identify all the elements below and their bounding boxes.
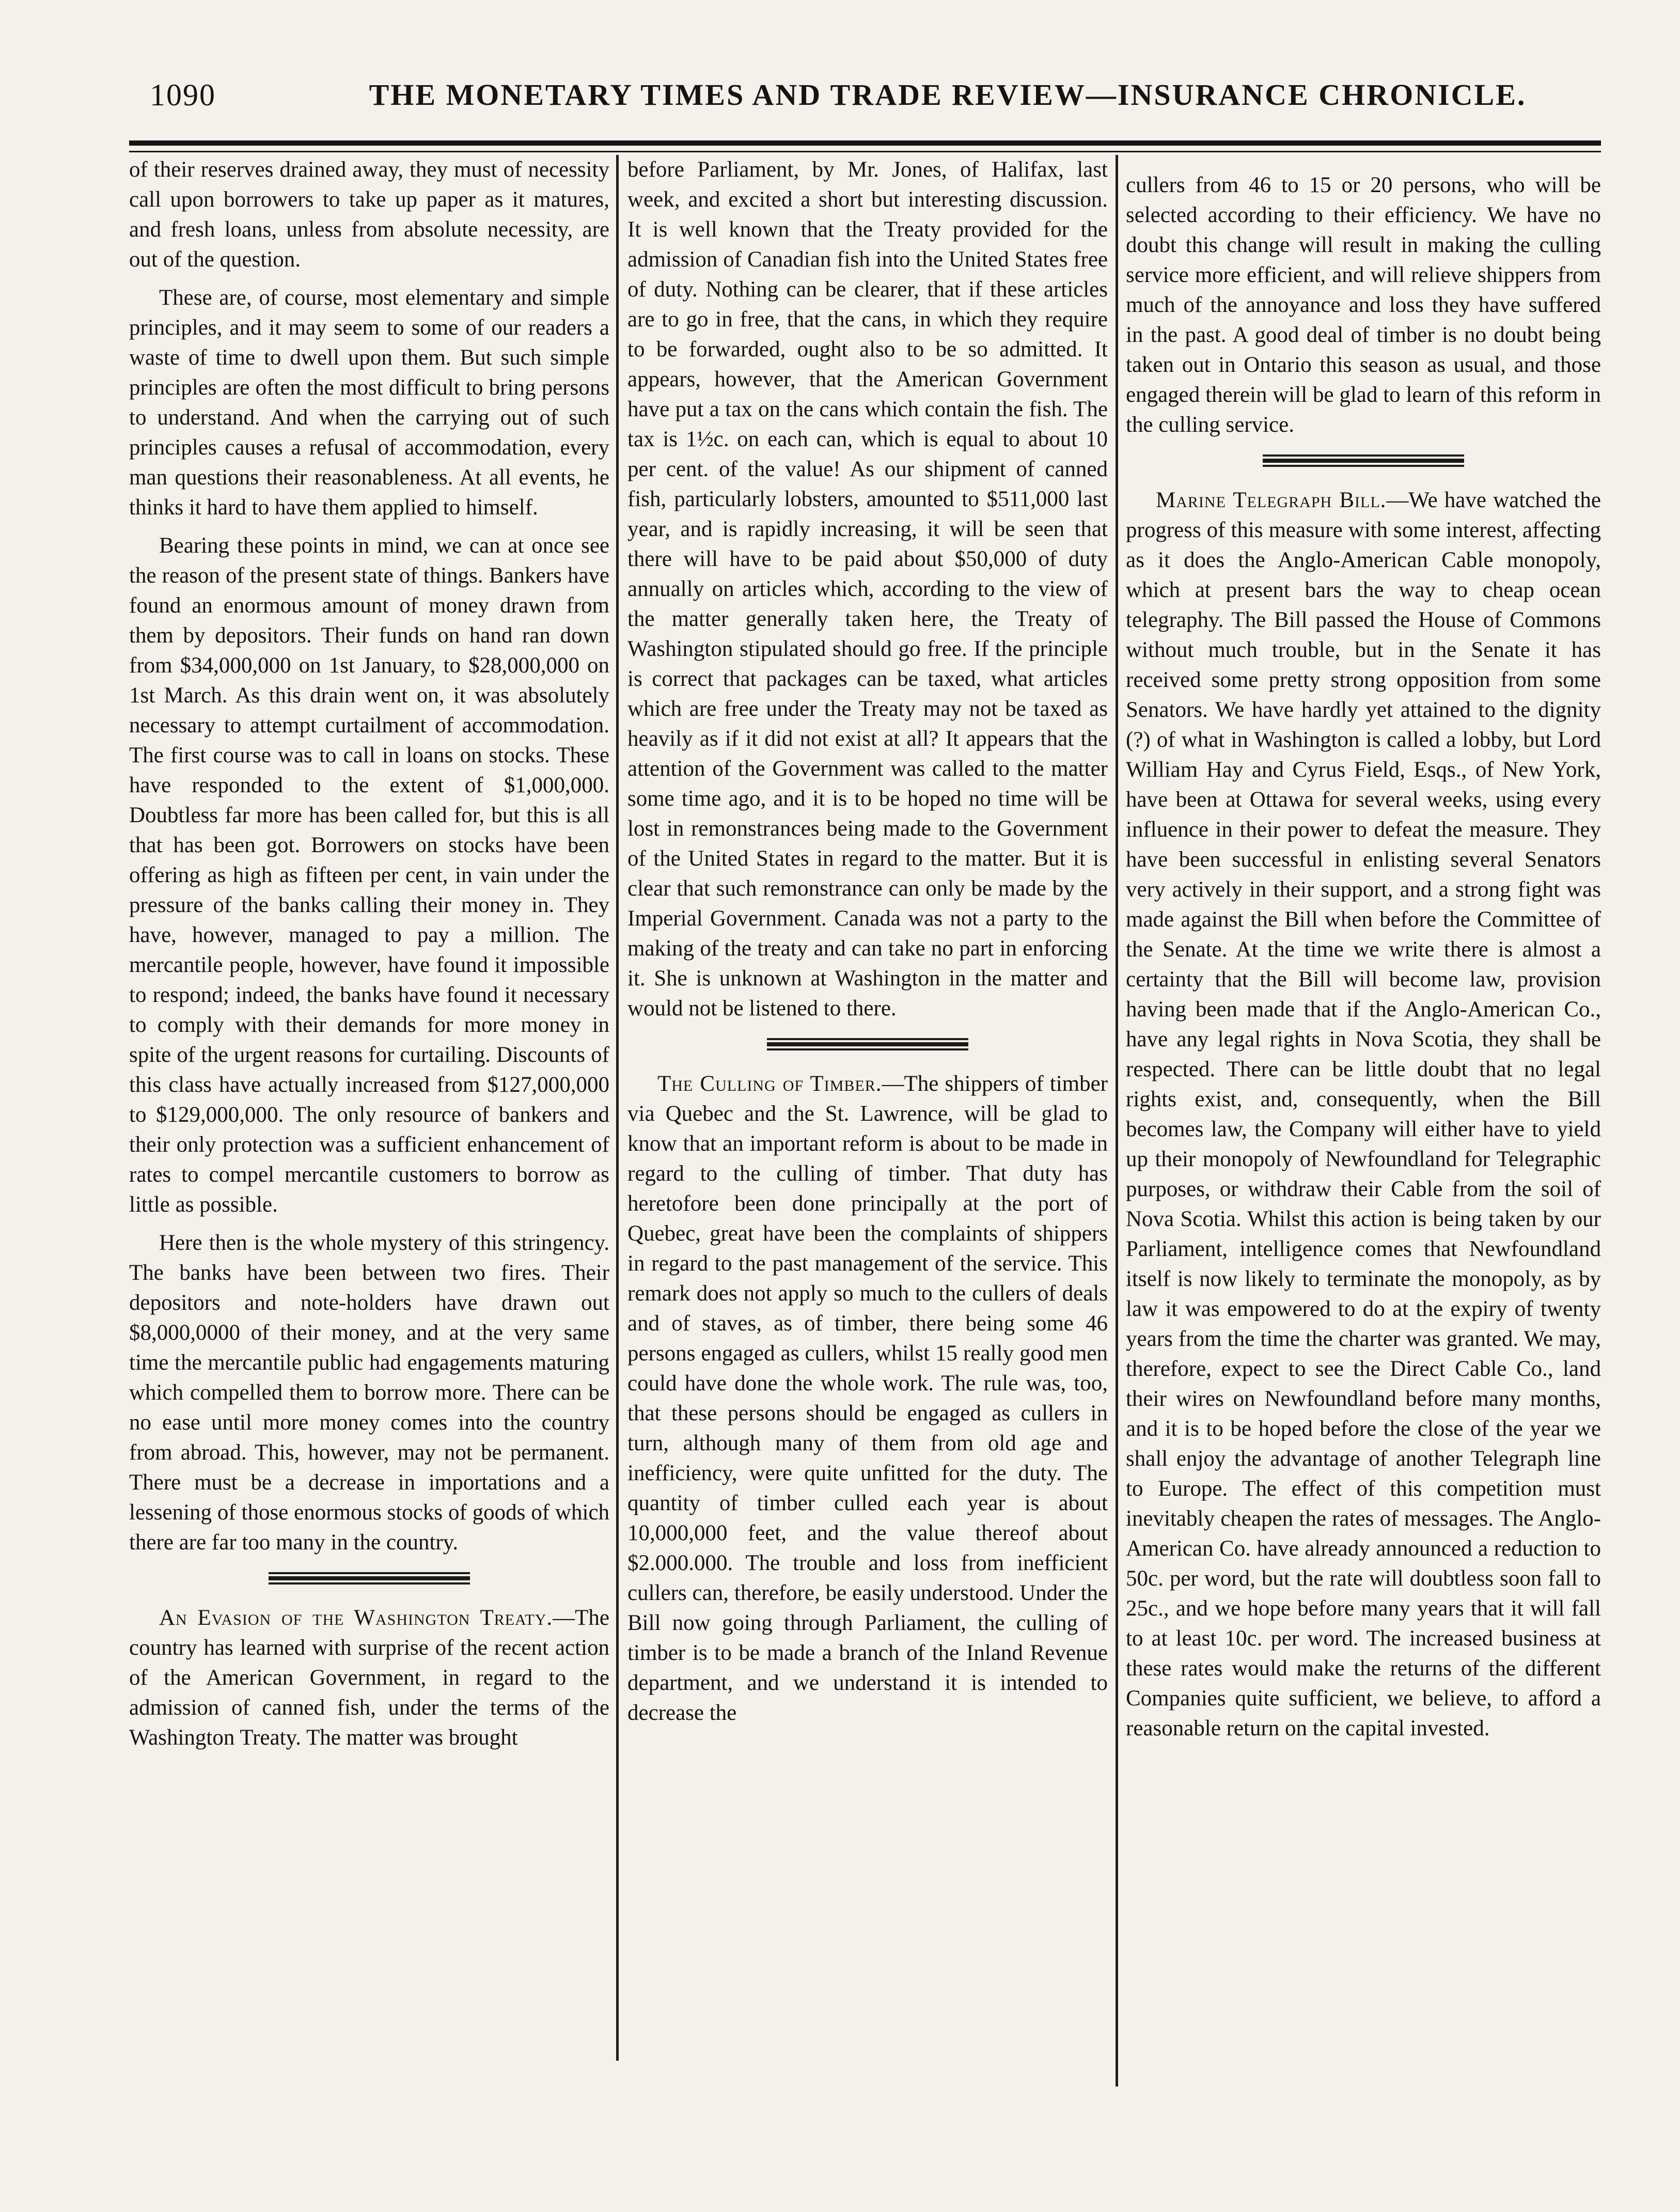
article-heading: An Evasion of the Washington Treaty. bbox=[159, 1606, 553, 1630]
paragraph: before Parliament, by Mr. Jones, of Halifax, last week, and excited a short but interesting discussion. It is well known that the Treaty provided for the admission of Canadian fish into the United States free of duty. Nothing can be clearer, that if these articles are to go in free, that the cans, in which they require to be forwarded, ought also to be so admitted. It appears, however, that the American Government have put a tax on the cans which contain the fish. The tax is 1½c. on each can, which is equal to about 10 per cent. of the value! As our shipment of canned fish, particularly lobsters, amounted to $511,000 last year, and is rapidly increasing, it will be seen that there will have to be paid about $50,000 of duty annually on articles which, according to the view of the matter generally taken here, the Treaty of Washington stipulated should go free. If the principle is correct that packages can be taxed, what articles which are free under the Treaty may not be taxed as heavily as if it did not exist at all? It appears that the attention of the Government was called to the matter some time ago, and it is to be hoped no time will be lost in remonstrances being made to the Government of the United States in regard to the matter. But it is clear that such remonstrance can only be made by the Imperial Government. Canada was not a party to the making of the treaty and can take no part in enforcing it. She is unknown at Washington in the matter and would not be listened to there. bbox=[627, 158, 1108, 1021]
article-heading: Marine Telegraph Bill. bbox=[1156, 488, 1387, 512]
section-divider bbox=[1263, 454, 1464, 467]
article-body: —The country has learned with surprise of the recent action of the American Government, in regard to the admission of canned fish, under the terms of the Washington Treaty. The matter was brought bbox=[129, 1606, 609, 1750]
running-title: THE MONETARY TIMES AND TRADE REVIEW—INSURANCE CHRONICLE. bbox=[369, 78, 1527, 112]
article-body: —The shippers of timber via Quebec and the St. Lawrence, will be glad to know that an important reform is about to be made in regard to the culling of timber. That duty has heretofore been done principally at the port of Quebec, great have been the complaints of shippers in regard to the past management of the service. This remark does not apply so much to the cullers of deals and of staves, as of timber, there being some 46 persons engaged as cullers, whilst 15 really good men could have done the whole work. The rule was, too, that these persons should be engaged as cullers in turn, although many of them from old age and inefficiency, were quite unfitted for the duty. The quantity of timber culled each year is about 10,000,000 feet, and the value thereof about $2.000.000. The trouble and loss from inefficient cullers can, therefore, be easily understood. Under the Bill now going through Parliament, the culling of timber is to be made a branch of the Inland Revenue department, and we understand it is intended to decrease the bbox=[627, 1072, 1108, 1725]
article-body: —We have watched the progress of this measure with some interest, affecting as it does the Anglo-American Cable monopoly, which at present bars the way to cheap ocean telegraphy. The Bill passed the House of Commons without much trouble, but in the Senate it has received some pretty strong opposition from some Senators. We have hardly yet attained to the dignity (?) of what in Washington is called a lobby, but Lord William Hay and Cyrus Field, Esqs., of New York, have been at Ottawa for several weeks, using every influence in their power to defeat the measure. They have been successful in enlisting several Senators very actively in their support, and a strong fight was made against the Bill when before the Committee of the Senate. At the time we write there is almost a certainty that the Bill will become law, provision having been made that if the Anglo-American Co., have any legal rights in Nova Scotia, they shall be respected. There can be little doubt that no legal rights exist, and, consequently, when the Bill becomes law, the Company will either have to yield up their monopoly of Newfoundland for Telegraphic purposes, or withdraw their Cable from the soil of Nova Scotia. Whilst this action is being taken by our Parliament, intelligence comes that Newfoundland itself is now likely to terminate the monopoly, as by law it was empowered to do at the expiry of twenty years from the time the charter was granted. We may, therefore, expect to see the Direct Cable Co., land their wires on Newfoundland before many months, and it is to be hoped before the close of the year we shall enjoy the advantage of another Telegraph line to Europe. The effect of this competition must inevitably cheapen the rates of messages. The Anglo-American Co. have already announced a reduction to 50c. per word, but the rate will doubtless soon fall to 25c., and we hope before many years that it will fall to at least 10c. per word. The increased business at these rates would make the returns of the different Companies quite sufficient, we believe, to afford a reasonable return on the capital invested. bbox=[1126, 488, 1601, 1740]
paragraph: Here then is the whole mystery of this stringency. The banks have been between two fires. Their depositors and note-holders have drawn out $8,000,0000 of their money, and at the very same time the mercantile public had engagements maturing which compelled them to borrow more. There can be no ease until more money comes into the country from abroad. This, however, may not be permanent. There must be a decrease in importations and a lessening of those enormous stocks of goods of which there are far too many in the country. bbox=[129, 1231, 609, 1555]
column-rule bbox=[616, 155, 619, 2061]
section-divider bbox=[269, 1572, 470, 1585]
paragraph: of their reserves drained away, they must of necessity call upon borrowers to take up paper as it matures, and fresh loans, unless from absolute necessity, are out of the question. bbox=[129, 158, 609, 272]
paragraph: These are, of course, most elementary and simple principles, and it may seem to some of our readers a waste of time to dwell upon them. But such simple principles are often the most difficult to bring persons to understand. And when the carrying out of such principles causes a refusal of accommodation, every man questions their reasonableness. At all events, he thinks it hard to have them applied to himself. bbox=[129, 286, 609, 520]
paragraph: cullers from 46 to 15 or 20 persons, who will be selected according to their efficiency. We have no doubt this change will result in making the culling service more efficient, and will relieve shippers from much of the annoyance and loss they have suffered in the past. A good deal of timber is no doubt being taken out in Ontario this season as usual, and those engaged therein will be glad to learn of this reform in the culling service. bbox=[1126, 173, 1601, 437]
column-1 bbox=[129, 155, 609, 1761]
page-number: 1090 bbox=[150, 78, 216, 112]
column-rule bbox=[1116, 155, 1118, 2087]
column-3 bbox=[1126, 155, 1601, 1752]
header-rule-thin bbox=[129, 151, 1601, 152]
column-2 bbox=[627, 155, 1108, 1736]
article-culling-of-timber bbox=[627, 1069, 1108, 1728]
page-header bbox=[150, 77, 1580, 129]
paragraph: Bearing these points in mind, we can at once see the reason of the present state of things. Bankers have found an enormous amount of money drawn from them by depositors. Their funds on hand ran down from $34,000,000 on 1st January, to $28,000,000 on 1st March. As this drain went on, it was absolutely necessary to attempt curtailment of accommodation. The first course was to call in loans on stocks. These have responded to the extent of $1,000,000. Doubtless far more has been called for, but this is all that has been got. Borrowers on stocks have been offering as high as fifteen per cent, in vain under the pressure of the banks calling their money in. They have, however, managed to pay a million. The mercantile people, however, have found it impossible to respond; indeed, the banks have found it necessary to comply with their demands for more money in spite of the urgent reasons for curtailing. Discounts of this class have actually increased from $127,000,000 to $129,000,000. The only resource of bankers and their only protection was a sufficient enhancement of rates to compel mercantile customers to borrow as little as possible. bbox=[129, 534, 609, 1217]
article-heading: The Culling of Timber. bbox=[657, 1072, 882, 1096]
article-marine-telegraph-bill bbox=[1126, 485, 1601, 1744]
article-evasion-washington-treaty bbox=[129, 1603, 609, 1753]
section-divider bbox=[767, 1038, 968, 1050]
header-rule bbox=[129, 140, 1601, 146]
